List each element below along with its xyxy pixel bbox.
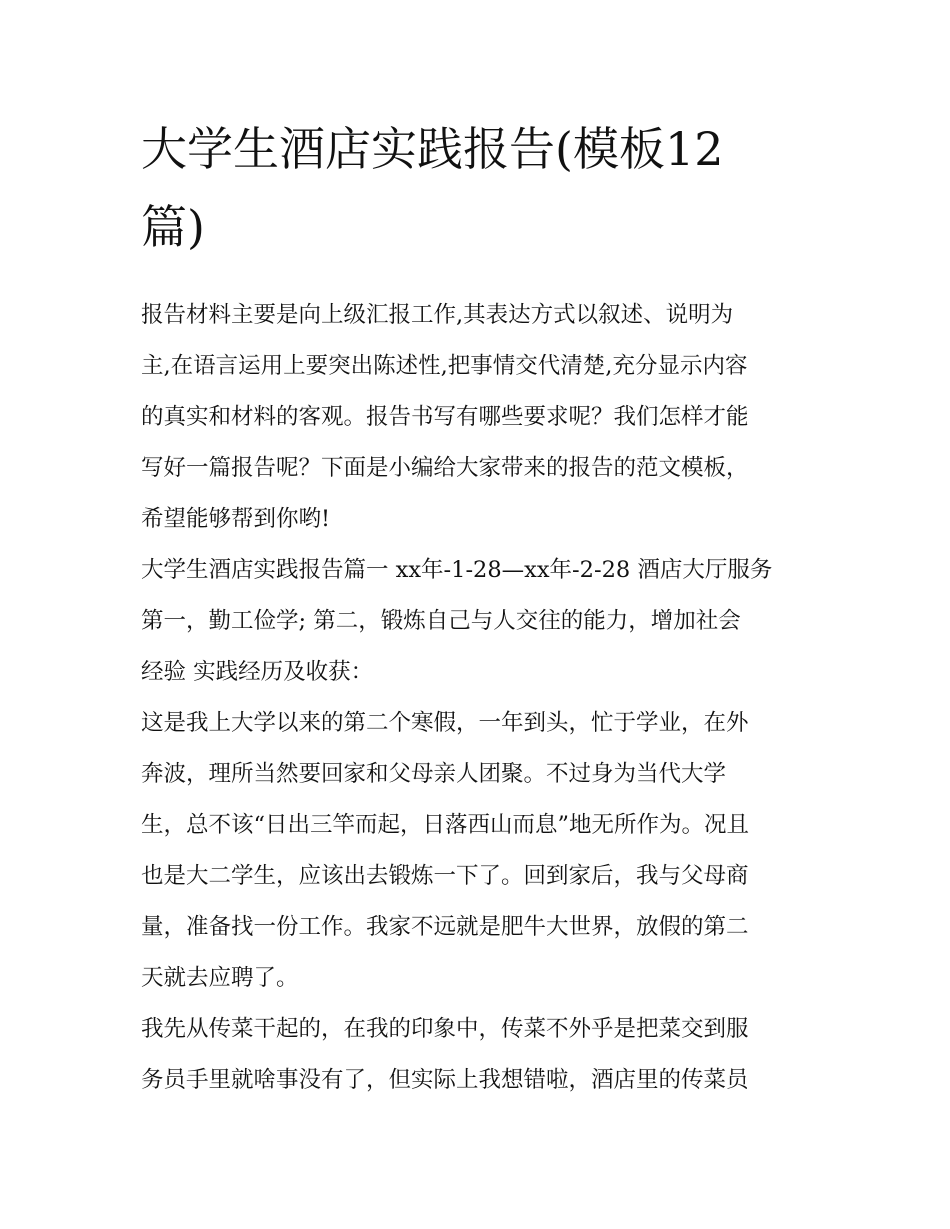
- body-paragraph: [141, 1004, 813, 1106]
- text-line: 的真实和材料的客观。报告书写有哪些要求呢？我们怎样才能: [141, 404, 749, 430]
- text-line: 经验 实践经历及收获：: [141, 659, 374, 685]
- document-content: [141, 110, 813, 1106]
- text-line: 务员手里就啥事没有了，但实际上我想错啦，酒店里的传菜员: [141, 1067, 749, 1093]
- text-line: 奔波，理所当然要回家和父母亲人团聚。不过身为当代大学: [141, 761, 727, 787]
- section-heading-paragraph: [141, 545, 813, 698]
- text-line: 第一，勤工俭学; 第二，锻炼自己与人交往的能力，增加社会: [141, 608, 741, 634]
- body-paragraph: [141, 698, 813, 1004]
- title-line: 篇): [141, 200, 205, 254]
- intro-paragraph: [141, 290, 813, 545]
- text-line: 天就去应聘了。: [141, 965, 299, 991]
- document-title: [141, 110, 813, 266]
- text-line: 我先从传菜干起的，在我的印象中，传菜不外乎是把菜交到服: [141, 1016, 749, 1042]
- text-line: 写好一篇报告呢？下面是小编给大家带来的报告的范文模板，: [141, 455, 749, 481]
- text-line: 主,在语言运用上要突出陈述性,把事情交代清楚,充分显示内容: [141, 353, 748, 379]
- text-line: 量，准备找一份工作。我家不远就是肥牛大世界，放假的第二: [141, 914, 749, 940]
- text-line: 大学生酒店实践报告篇一 xx年-1-28—xx年-2-28 酒店大厅服务: [141, 557, 773, 583]
- text-line: 生，总不该“日出三竿而起，日落西山而息”地无所作为。况且: [141, 812, 750, 838]
- text-line: 报告材料主要是向上级汇报工作,其表达方式以叙述、说明为: [141, 302, 734, 328]
- title-line: 大学生酒店实践报告(模板12: [141, 122, 724, 176]
- text-line: 这是我上大学以来的第二个寒假，一年到头，忙于学业，在外: [141, 710, 749, 736]
- text-line: 也是大二学生，应该出去锻炼一下了。回到家后，我与父母商: [141, 863, 749, 889]
- text-line: 希望能够帮到你哟!: [141, 506, 331, 532]
